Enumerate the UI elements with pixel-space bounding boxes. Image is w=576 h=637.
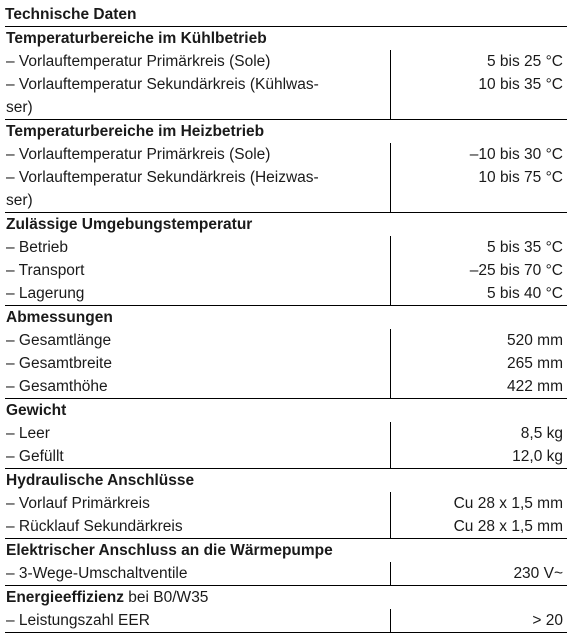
row-label: – Betrieb xyxy=(5,236,391,259)
row-value: 230 V~ xyxy=(513,565,563,582)
row-value: –10 bis 30 °C xyxy=(469,146,563,163)
section-heading xyxy=(5,213,567,236)
row-label: – Vorlauftemperatur Sekundärkreis (Heizwas- ser) xyxy=(5,166,391,212)
row-value: 10 bis 75 °C xyxy=(478,169,563,186)
technical-data-table xyxy=(5,4,567,633)
table-row xyxy=(5,259,567,282)
section-heading xyxy=(5,469,567,492)
section-heading xyxy=(5,306,567,329)
row-value: > 20 xyxy=(532,612,563,629)
row-label: – Vorlauftemperatur Primärkreis (Sole) xyxy=(5,50,391,73)
row-label: – Vorlauf Primärkreis xyxy=(5,492,391,515)
row-value: 10 bis 35 °C xyxy=(478,76,563,93)
table-row xyxy=(5,352,567,375)
row-label: – Leer xyxy=(5,422,391,445)
row-value: 5 bis 40 °C xyxy=(487,285,563,302)
section-heading-suffix: bei B0/W35 xyxy=(124,589,209,606)
section xyxy=(5,399,567,469)
section-heading-text: Temperaturbereiche im Kühlbetrieb xyxy=(6,30,267,47)
section xyxy=(5,27,567,120)
section xyxy=(5,586,567,633)
section-heading-text: Gewicht xyxy=(6,402,67,419)
section-heading xyxy=(5,399,567,422)
row-label: – 3-Wege-Umschaltventile xyxy=(5,562,391,585)
row-value: –25 bis 70 °C xyxy=(469,262,563,279)
row-value: 520 mm xyxy=(507,332,563,349)
section-heading-text: Zulässige Umgebungstemperatur xyxy=(6,216,253,233)
table-row xyxy=(5,143,567,166)
section-heading xyxy=(5,539,567,562)
row-label: – Gesamtbreite xyxy=(5,352,391,375)
section xyxy=(5,539,567,586)
section-heading xyxy=(5,120,567,143)
sections-container xyxy=(5,27,567,633)
section-heading-text: Hydraulische Anschlüsse xyxy=(6,472,195,489)
table-row xyxy=(5,445,567,468)
row-value: 265 mm xyxy=(507,355,563,372)
table-row xyxy=(5,422,567,445)
row-value: 5 bis 35 °C xyxy=(487,239,563,256)
row-label: – Gesamthöhe xyxy=(5,375,391,398)
section-heading-text: Elektrischer Anschluss an die Wärmepumpe xyxy=(6,542,333,559)
row-value: Cu 28 x 1,5 mm xyxy=(453,518,563,535)
section xyxy=(5,120,567,213)
row-label: – Transport xyxy=(5,259,391,282)
table-row xyxy=(5,492,567,515)
section xyxy=(5,469,567,539)
row-value: 5 bis 25 °C xyxy=(487,53,563,70)
table-row xyxy=(5,50,567,73)
table-row xyxy=(5,375,567,398)
row-label: – Gefüllt xyxy=(5,445,391,468)
row-label: – Lagerung xyxy=(5,282,391,305)
table-row xyxy=(5,329,567,352)
row-label: – Leistungszahl EER xyxy=(5,609,391,632)
row-label: – Rücklauf Sekundärkreis xyxy=(5,515,391,538)
row-label: – Vorlauftemperatur Sekundärkreis (Kühlwas- ser) xyxy=(5,73,391,119)
row-value: 12,0 kg xyxy=(512,448,563,465)
section-heading-text: Abmessungen xyxy=(6,309,113,326)
row-label: – Gesamtlänge xyxy=(5,329,391,352)
row-value: 8,5 kg xyxy=(520,425,563,442)
table-row xyxy=(5,515,567,538)
table-row xyxy=(5,166,567,212)
row-label: – Vorlauftemperatur Primärkreis (Sole) xyxy=(5,143,391,166)
section-heading xyxy=(5,27,567,50)
section xyxy=(5,306,567,399)
section-heading-text: Energieeffizienz xyxy=(6,589,124,606)
table-title: Technische Daten xyxy=(5,4,567,27)
table-row xyxy=(5,73,567,119)
table-row xyxy=(5,236,567,259)
table-row xyxy=(5,609,567,632)
section-heading-text: Temperaturbereiche im Heizbetrieb xyxy=(6,123,265,140)
table-row xyxy=(5,282,567,305)
row-value: 422 mm xyxy=(507,378,563,395)
section xyxy=(5,213,567,306)
row-value: Cu 28 x 1,5 mm xyxy=(453,495,563,512)
table-row xyxy=(5,562,567,585)
section-heading xyxy=(5,586,567,609)
